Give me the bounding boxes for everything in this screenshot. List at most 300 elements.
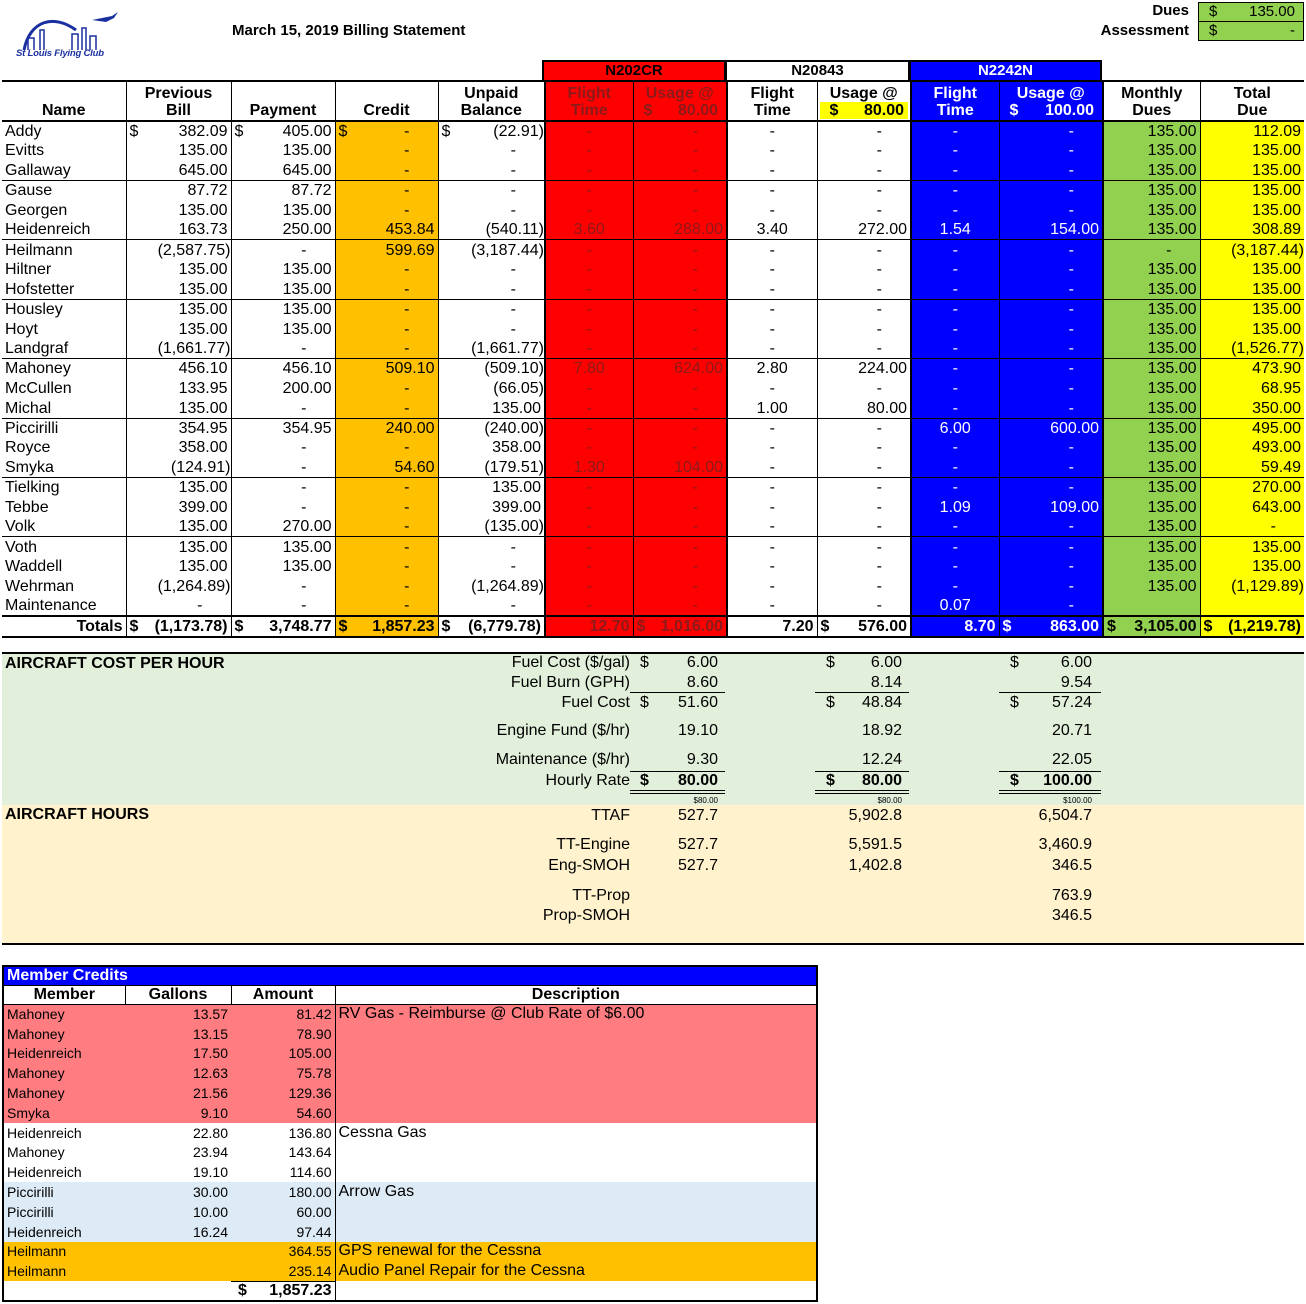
cell-dues[interactable]: 135.00 [1103, 181, 1200, 201]
cell-usage-a[interactable]: 288.00 [633, 220, 727, 240]
cell-usage-b[interactable]: - [817, 537, 911, 557]
cell-payment[interactable]: 200.00 [231, 379, 335, 399]
cell-flight-c[interactable]: - [911, 121, 999, 141]
cell-flight-a[interactable]: - [545, 319, 633, 339]
credit-amount[interactable]: 180.00 [288, 1184, 332, 1201]
cell-usage-c[interactable]: - [999, 240, 1103, 260]
credit-gallons[interactable]: 22.80 [192, 1124, 228, 1141]
credit-description[interactable]: Audio Panel Repair for the Cessna [335, 1261, 817, 1281]
cell-usage-c[interactable]: - [999, 398, 1103, 418]
cell-usage-c[interactable]: - [999, 161, 1103, 181]
cell-dues[interactable]: 135.00 [1103, 121, 1200, 141]
cell-prev-bill[interactable]: (2,587.75) [126, 240, 231, 260]
cell-payment[interactable]: - [231, 596, 335, 616]
cell-total[interactable]: 493.00 [1200, 438, 1304, 458]
cell-usage-b[interactable]: - [817, 557, 911, 577]
cell-flight-c[interactable]: - [911, 537, 999, 557]
cell-total[interactable]: 350.00 [1200, 398, 1304, 418]
cell-usage-c[interactable]: - [999, 299, 1103, 319]
cell-prev-bill[interactable]: 456.10 [126, 359, 231, 379]
cell-flight-c[interactable]: - [911, 359, 999, 379]
cell-usage-b[interactable]: - [817, 339, 911, 359]
cell-usage-a[interactable]: - [633, 537, 727, 557]
credit-amount[interactable]: 78.90 [296, 1025, 332, 1042]
cell-total[interactable]: (1,526.77) [1200, 339, 1304, 359]
credit-member[interactable]: Heilmann [7, 1243, 67, 1260]
cell-dues[interactable]: 135.00 [1103, 260, 1200, 280]
cell-name[interactable]: Hiltner [5, 261, 52, 279]
cell-dues[interactable]: 135.00 [1103, 577, 1200, 597]
cell-credit[interactable]: - [335, 537, 438, 557]
cell-payment[interactable]: - [231, 339, 335, 359]
cell-credit[interactable]: - [335, 478, 438, 498]
credit-description[interactable] [335, 1202, 817, 1222]
cell-unpaid[interactable]: - [438, 141, 545, 161]
cell-prev-bill[interactable]: 399.00 [126, 497, 231, 517]
cell-flight-c[interactable]: - [911, 299, 999, 319]
credit-gallons[interactable]: 21.56 [192, 1085, 228, 1102]
cell-name[interactable]: Maintenance [5, 597, 97, 615]
cell-flight-c[interactable]: 1.54 [911, 220, 999, 240]
cell-flight-c[interactable]: - [911, 200, 999, 220]
cell-prev-bill[interactable]: 163.73 [126, 220, 231, 240]
cell-payment[interactable]: - [231, 478, 335, 498]
cell-flight-c[interactable]: 6.00 [911, 418, 999, 438]
cell-flight-c[interactable]: - [911, 398, 999, 418]
cell-usage-a[interactable]: - [633, 379, 727, 399]
credit-gallons[interactable]: 10.00 [192, 1203, 228, 1220]
cell-unpaid[interactable]: - [438, 200, 545, 220]
credit-amount[interactable]: 143.64 [288, 1144, 332, 1161]
cell-credit[interactable]: - [335, 577, 438, 597]
cell-flight-a[interactable]: - [545, 438, 633, 458]
cell-usage-a[interactable]: - [633, 240, 727, 260]
cell-usage-c[interactable]: - [999, 280, 1103, 300]
cell-credit[interactable]: 240.00 [335, 418, 438, 438]
cell-usage-a[interactable]: - [633, 200, 727, 220]
cell-dues[interactable]: 135.00 [1103, 200, 1200, 220]
cell-prev-bill[interactable]: 135.00 [126, 557, 231, 577]
cell-usage-a[interactable]: 624.00 [633, 359, 727, 379]
cell-unpaid[interactable]: 135.00 [438, 478, 545, 498]
cell-total[interactable]: 135.00 [1200, 141, 1304, 161]
cell-prev-bill[interactable]: 135.00 [126, 537, 231, 557]
cell-usage-c[interactable]: - [999, 260, 1103, 280]
cell-flight-c[interactable]: - [911, 379, 999, 399]
cell-usage-b[interactable]: - [817, 379, 911, 399]
cell-flight-b[interactable]: - [727, 141, 817, 161]
cell-payment[interactable]: - [231, 458, 335, 478]
cell-flight-c[interactable]: - [911, 319, 999, 339]
cell-credit[interactable]: - [335, 517, 438, 537]
cell-usage-a[interactable]: - [633, 161, 727, 181]
cell-flight-c[interactable]: - [911, 517, 999, 537]
credit-member[interactable]: Heidenreich [7, 1164, 82, 1181]
cell-usage-a[interactable]: - [633, 260, 727, 280]
cell-usage-a[interactable]: - [633, 181, 727, 201]
cell-name[interactable]: Gallaway [5, 161, 71, 179]
credit-amount[interactable]: 105.00 [288, 1045, 332, 1062]
cell-payment[interactable]: - [231, 577, 335, 597]
cell-usage-c[interactable]: - [999, 379, 1103, 399]
credit-description[interactable]: Arrow Gas [335, 1182, 817, 1202]
cell-flight-c[interactable]: - [911, 557, 999, 577]
cell-usage-a[interactable]: - [633, 517, 727, 537]
cell-usage-a[interactable]: - [633, 319, 727, 339]
credit-amount[interactable]: 54.60 [296, 1104, 332, 1121]
cell-unpaid[interactable]: (540.11) [438, 220, 545, 240]
cell-dues[interactable]: 135.00 [1103, 537, 1200, 557]
cell-payment[interactable]: 250.00 [231, 220, 335, 240]
cell-name[interactable]: Tebbe [5, 498, 49, 516]
cell-total[interactable]: 495.00 [1200, 418, 1304, 438]
cell-unpaid[interactable]: (509.10) [438, 359, 545, 379]
cell-name[interactable]: Mahoney [2, 359, 126, 379]
cell-flight-b[interactable]: - [727, 438, 817, 458]
cell-usage-b[interactable]: - [817, 181, 911, 201]
cell-credit[interactable]: - [335, 181, 438, 201]
cell-usage-a[interactable]: - [633, 299, 727, 319]
cell-flight-a[interactable]: - [545, 299, 633, 319]
cell-prev-bill[interactable]: 135.00 [126, 200, 231, 220]
cell-dues[interactable]: 135.00 [1103, 438, 1200, 458]
cell-flight-b[interactable]: - [727, 379, 817, 399]
cell-payment[interactable]: 645.00 [231, 161, 335, 181]
cell-name[interactable]: Hofstetter [5, 280, 75, 298]
credit-gallons[interactable] [125, 1242, 231, 1262]
cell-total[interactable]: 135.00 [1200, 280, 1304, 300]
cell-usage-b[interactable]: - [817, 121, 911, 141]
cell-credit[interactable]: - [335, 319, 438, 339]
cell-prev-bill[interactable]: 87.72 [126, 181, 231, 201]
credit-amount[interactable]: 60.00 [296, 1203, 332, 1220]
assessment-value-cell[interactable] [1198, 21, 1304, 41]
cell-flight-a[interactable]: - [545, 200, 633, 220]
cell-credit[interactable]: - [335, 280, 438, 300]
cell-usage-b[interactable]: 272.00 [817, 220, 911, 240]
cell-flight-c[interactable]: 1.09 [911, 497, 999, 517]
credit-member[interactable]: Heidenreich [7, 1223, 82, 1240]
cell-name[interactable]: Hoyt [5, 320, 38, 338]
cell-flight-a[interactable]: - [545, 537, 633, 557]
cell-usage-a[interactable]: - [633, 438, 727, 458]
cell-prev-bill[interactable]: 133.95 [126, 379, 231, 399]
cell-dues[interactable]: 135.00 [1103, 418, 1200, 438]
cell-usage-b[interactable]: - [817, 299, 911, 319]
cell-credit[interactable]: - [335, 557, 438, 577]
cell-flight-b[interactable]: - [727, 161, 817, 181]
cell-unpaid[interactable]: (240.00) [438, 418, 545, 438]
cell-unpaid[interactable]: (135.00) [438, 517, 545, 537]
cell-name[interactable]: Piccirilli [2, 418, 126, 438]
cell-name[interactable]: Heilmann [2, 240, 126, 260]
cell-flight-a[interactable]: 3.60 [545, 220, 633, 240]
cell-flight-a[interactable]: - [545, 240, 633, 260]
cell-dues[interactable]: 135.00 [1103, 220, 1200, 240]
cell-usage-b[interactable]: - [817, 200, 911, 220]
cell-total[interactable]: 473.90 [1200, 359, 1304, 379]
cell-credit[interactable]: - [335, 161, 438, 181]
cell-usage-a[interactable]: - [633, 596, 727, 616]
cell-usage-a[interactable]: - [633, 497, 727, 517]
cell-total[interactable]: 270.00 [1200, 478, 1304, 498]
cell-credit[interactable]: 509.10 [335, 359, 438, 379]
cell-name[interactable]: Royce [5, 439, 51, 457]
cell-flight-c[interactable]: - [911, 181, 999, 201]
cell-flight-b[interactable]: - [727, 497, 817, 517]
cell-usage-b[interactable]: - [817, 161, 911, 181]
cell-name[interactable]: Smyka [5, 458, 54, 476]
cell-flight-b[interactable]: - [727, 319, 817, 339]
cell-flight-b[interactable]: - [727, 478, 817, 498]
cell-credit[interactable]: - [335, 339, 438, 359]
credit-gallons[interactable] [125, 1261, 231, 1281]
cell-usage-b[interactable]: - [817, 497, 911, 517]
cell-payment[interactable]: 135.00 [231, 319, 335, 339]
cell-usage-b[interactable]: 80.00 [817, 398, 911, 418]
cell-total[interactable]: (3,187.44) [1200, 240, 1304, 260]
credit-amount[interactable]: 136.80 [288, 1124, 332, 1141]
cell-total[interactable]: 135.00 [1200, 557, 1304, 577]
credit-gallons[interactable]: 23.94 [192, 1144, 228, 1161]
cell-flight-a[interactable]: - [545, 181, 633, 201]
credit-gallons[interactable]: 17.50 [192, 1045, 228, 1062]
cell-unpaid[interactable]: - [438, 596, 545, 616]
cell-unpaid[interactable]: (3,187.44) [438, 240, 545, 260]
cell-payment[interactable]: 135.00 [231, 260, 335, 280]
cell-payment[interactable]: - [231, 438, 335, 458]
cell-payment[interactable]: 135.00 [231, 537, 335, 557]
cell-dues[interactable]: 135.00 [1103, 359, 1200, 379]
cell-payment[interactable]: 270.00 [231, 517, 335, 537]
credit-gallons[interactable]: 19.10 [192, 1164, 228, 1181]
credit-description[interactable] [335, 1063, 817, 1083]
cell-usage-b[interactable]: 224.00 [817, 359, 911, 379]
cell-unpaid[interactable]: - [438, 319, 545, 339]
cell-name[interactable]: Heidenreich [5, 221, 91, 239]
cell-usage-b[interactable]: - [817, 478, 911, 498]
credit-gallons[interactable]: 13.57 [192, 1006, 228, 1023]
credit-gallons[interactable]: 12.63 [192, 1065, 228, 1082]
cell-flight-a[interactable]: - [545, 478, 633, 498]
cell-flight-a[interactable]: - [545, 141, 633, 161]
cell-name[interactable]: Volk [5, 518, 36, 536]
cell-total[interactable]: 112.09 [1200, 121, 1304, 141]
cell-credit[interactable]: - [335, 398, 438, 418]
cell-total[interactable]: 135.00 [1200, 181, 1304, 201]
credit-description[interactable] [335, 1162, 817, 1182]
cell-usage-a[interactable]: - [633, 478, 727, 498]
cell-dues[interactable]: 135.00 [1103, 141, 1200, 161]
credit-member[interactable]: Heilmann [7, 1263, 67, 1280]
cell-prev-bill[interactable]: $ 382.09 [126, 121, 231, 141]
cell-flight-a[interactable]: - [545, 596, 633, 616]
cell-usage-b[interactable]: - [817, 319, 911, 339]
cell-dues[interactable]: 135.00 [1103, 517, 1200, 537]
cell-unpaid[interactable]: - [438, 557, 545, 577]
cell-credit[interactable]: - [335, 379, 438, 399]
cell-usage-c[interactable]: - [999, 458, 1103, 478]
credit-gallons[interactable]: 9.10 [200, 1104, 228, 1121]
cell-flight-b[interactable]: 2.80 [727, 359, 817, 379]
cell-name[interactable]: Georgen [5, 201, 68, 219]
credit-gallons[interactable]: 30.00 [192, 1184, 228, 1201]
cell-usage-c[interactable]: - [999, 438, 1103, 458]
cell-unpaid[interactable]: (179.51) [438, 458, 545, 478]
cell-usage-b[interactable]: - [817, 458, 911, 478]
cell-flight-b[interactable]: - [727, 418, 817, 438]
cell-payment[interactable]: $ 405.00 [231, 121, 335, 141]
cell-unpaid[interactable]: 358.00 [438, 438, 545, 458]
cell-credit[interactable]: - [335, 497, 438, 517]
cell-unpaid[interactable]: - [438, 161, 545, 181]
cell-usage-c[interactable]: - [999, 141, 1103, 161]
cell-flight-c[interactable]: - [911, 458, 999, 478]
cell-flight-a[interactable]: 1.30 [545, 458, 633, 478]
cell-payment[interactable]: 135.00 [231, 557, 335, 577]
cell-prev-bill[interactable]: - [126, 596, 231, 616]
cell-prev-bill[interactable]: 135.00 [126, 398, 231, 418]
cell-total[interactable] [1200, 596, 1304, 616]
cell-usage-b[interactable]: - [817, 260, 911, 280]
cell-usage-b[interactable]: - [817, 418, 911, 438]
credit-amount[interactable]: 129.36 [288, 1085, 332, 1102]
cell-payment[interactable]: 135.00 [231, 200, 335, 220]
cell-credit[interactable]: - [335, 200, 438, 220]
cell-usage-c[interactable]: - [999, 200, 1103, 220]
cell-payment[interactable]: 135.00 [231, 299, 335, 319]
cell-unpaid[interactable]: (66.05) [438, 379, 545, 399]
credit-description[interactable] [335, 1024, 817, 1044]
cell-unpaid[interactable]: - [438, 260, 545, 280]
cell-flight-a[interactable]: - [545, 557, 633, 577]
cell-name[interactable]: Wehrman [5, 577, 75, 595]
cell-usage-a[interactable]: - [633, 121, 727, 141]
credit-description[interactable] [335, 1222, 817, 1242]
cell-unpaid[interactable]: (1,264.89) [438, 577, 545, 597]
cell-flight-b[interactable]: - [727, 339, 817, 359]
cell-prev-bill[interactable]: (1,661.77) [126, 339, 231, 359]
cell-flight-a[interactable]: - [545, 379, 633, 399]
cell-usage-a[interactable]: - [633, 557, 727, 577]
cell-total[interactable]: 135.00 [1200, 161, 1304, 181]
cell-dues[interactable]: 135.00 [1103, 497, 1200, 517]
cell-flight-a[interactable]: - [545, 497, 633, 517]
cell-name[interactable]: McCullen [5, 379, 72, 397]
cell-usage-a[interactable]: - [633, 339, 727, 359]
cell-usage-c[interactable]: - [999, 517, 1103, 537]
cell-usage-c[interactable]: 109.00 [999, 497, 1103, 517]
cell-flight-b[interactable]: - [727, 577, 817, 597]
cell-payment[interactable]: 87.72 [231, 181, 335, 201]
cell-dues[interactable]: 135.00 [1103, 299, 1200, 319]
cell-usage-a[interactable]: 104.00 [633, 458, 727, 478]
cell-total[interactable]: 643.00 [1200, 497, 1304, 517]
cell-credit[interactable]: - [335, 299, 438, 319]
cell-dues[interactable]: 135.00 [1103, 478, 1200, 498]
credit-description[interactable]: GPS renewal for the Cessna [335, 1242, 817, 1262]
cell-flight-b[interactable]: - [727, 537, 817, 557]
cell-prev-bill[interactable]: 135.00 [126, 517, 231, 537]
cell-unpaid[interactable]: - [438, 280, 545, 300]
credit-amount[interactable]: 114.60 [289, 1164, 332, 1181]
cell-name[interactable]: Housley [2, 299, 126, 319]
cell-credit[interactable]: - [335, 260, 438, 280]
credit-member[interactable]: Piccirilli [7, 1184, 54, 1201]
credit-amount[interactable]: 81.42 [296, 1006, 332, 1023]
cell-usage-b[interactable]: - [817, 596, 911, 616]
cell-flight-a[interactable]: - [545, 280, 633, 300]
cell-flight-b[interactable]: 3.40 [727, 220, 817, 240]
credit-description[interactable] [335, 1044, 817, 1064]
cell-flight-a[interactable]: - [545, 161, 633, 181]
cell-flight-c[interactable]: 0.07 [911, 596, 999, 616]
cell-usage-c[interactable]: - [999, 319, 1103, 339]
cell-credit[interactable]: $ - [335, 121, 438, 141]
cell-prev-bill[interactable]: 135.00 [126, 478, 231, 498]
cell-prev-bill[interactable]: 135.00 [126, 260, 231, 280]
cell-usage-c[interactable]: - [999, 359, 1103, 379]
cell-usage-b[interactable]: - [817, 438, 911, 458]
cell-total[interactable]: 308.89 [1200, 220, 1304, 240]
cell-flight-a[interactable]: - [545, 517, 633, 537]
cell-name[interactable]: Tielking [2, 478, 126, 498]
credit-member[interactable]: Mahoney [7, 1065, 65, 1082]
cell-flight-a[interactable]: 7.80 [545, 359, 633, 379]
cell-credit[interactable]: 599.69 [335, 240, 438, 260]
cell-payment[interactable]: - [231, 240, 335, 260]
cell-name[interactable]: Michal [5, 399, 52, 417]
credit-member[interactable]: Mahoney [7, 1085, 65, 1102]
cell-total[interactable]: - [1200, 517, 1304, 537]
cell-usage-c[interactable]: - [999, 557, 1103, 577]
cell-usage-b[interactable]: - [817, 141, 911, 161]
dues-value-cell[interactable] [1198, 2, 1304, 22]
cell-unpaid[interactable]: - [438, 537, 545, 557]
cell-flight-b[interactable]: 1.00 [727, 398, 817, 418]
cell-flight-a[interactable]: - [545, 121, 633, 141]
cell-dues[interactable]: - [1103, 240, 1200, 260]
cell-prev-bill[interactable]: (124.91) [126, 458, 231, 478]
cell-dues[interactable]: 135.00 [1103, 458, 1200, 478]
cell-usage-c[interactable]: - [999, 596, 1103, 616]
cell-usage-b[interactable]: - [817, 240, 911, 260]
cell-total[interactable]: 135.00 [1200, 319, 1304, 339]
cell-flight-a[interactable]: - [545, 339, 633, 359]
credit-description[interactable] [335, 1083, 817, 1103]
cell-flight-c[interactable]: - [911, 240, 999, 260]
cell-usage-c[interactable]: - [999, 577, 1103, 597]
cell-unpaid[interactable]: - [438, 299, 545, 319]
credit-description[interactable] [335, 1103, 817, 1123]
cell-usage-b[interactable]: - [817, 577, 911, 597]
cell-total[interactable]: 135.00 [1200, 299, 1304, 319]
credit-member[interactable]: Mahoney [7, 1025, 65, 1042]
cell-prev-bill[interactable]: 135.00 [126, 319, 231, 339]
cell-flight-a[interactable]: - [545, 577, 633, 597]
cell-unpaid[interactable]: (1,661.77) [438, 339, 545, 359]
credit-member[interactable]: Smyka [7, 1104, 50, 1121]
cell-flight-b[interactable]: - [727, 200, 817, 220]
cell-total[interactable]: 68.95 [1200, 379, 1304, 399]
cell-flight-a[interactable]: - [545, 398, 633, 418]
cell-prev-bill[interactable]: 354.95 [126, 418, 231, 438]
cell-unpaid[interactable]: - [438, 181, 545, 201]
cell-total[interactable]: 135.00 [1200, 537, 1304, 557]
cell-prev-bill[interactable]: 358.00 [126, 438, 231, 458]
cell-payment[interactable]: 135.00 [231, 280, 335, 300]
cell-dues[interactable]: 135.00 [1103, 161, 1200, 181]
